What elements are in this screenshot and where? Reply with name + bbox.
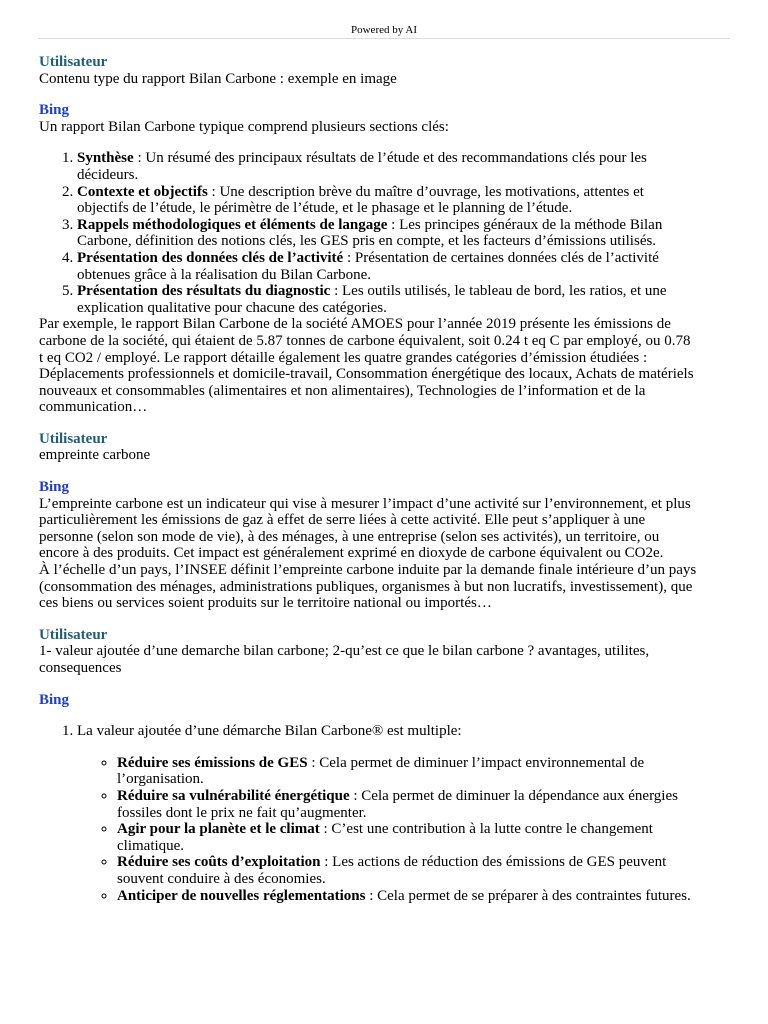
speaker-label-bing: Bing (39, 691, 70, 708)
sublist-item-desc: : C’est une contribution à la lutte contre le changement climatique. (117, 821, 653, 854)
list-item (77, 150, 697, 183)
list-item-desc: : Une description brève du maître d’ouvrage, les motivations, attentes et objectifs de l’étude, le périmètre de l’étude, et le phasage et le planning de l’étude. (77, 183, 644, 217)
speaker-label-user: Utilisateur (39, 54, 108, 70)
list-item-term: Présentation des résultats du diagnostic (77, 283, 331, 300)
conversation (39, 54, 697, 904)
list-item-desc: : Les outils utilisés, le tableau de bord, les ratios, et une explication qualitative pour chacune des catégories. (77, 283, 667, 316)
answer-list (39, 723, 697, 904)
list-item-desc: : Les principes généraux de la méthode Bilan Carbone, définition des notions clés, les GES pris en compte, et les facteurs d’émissions utilisés. (77, 216, 663, 250)
sublist-item (117, 755, 697, 788)
user-message: empreinte carbone (39, 447, 151, 464)
list-item (77, 283, 697, 316)
list-item-term: Présentation des données clés de l’activité (77, 249, 344, 266)
value-sublist (77, 755, 697, 904)
sublist-item-term: Réduire sa vulnérabilité énergétique (117, 787, 350, 804)
sublist-item-term: Réduire ses coûts d’exploitation (117, 854, 321, 871)
sublist-item-desc: : Cela permet de diminuer l’impact environnemental de l’organisation. (117, 754, 645, 788)
sublist-item (117, 788, 697, 821)
bot-paragraph: À l’échelle d’un pays, l’INSEE définit l’empreinte carbone induite par la demande finale intérieure d’un pays (consommation des ménages, administrations publiques, organismes à but non lucratifs, investissement), que ces biens ou services soient produits sur le territoire national ou importés… (39, 562, 697, 612)
list-item-term: Synthèse (77, 150, 134, 167)
list-item (77, 184, 697, 217)
list-item (77, 217, 697, 250)
user-message: Contenu type du rapport Bilan Carbone : exemple en image (39, 70, 397, 87)
sublist-item (117, 821, 697, 854)
user-message: 1- valeur ajoutée d’une demarche bilan carbone; 2-qu’est ce que le bilan carbone ? avantages, utilites, consequences (39, 643, 650, 676)
speaker-label-user: Utilisateur (39, 430, 108, 447)
sublist-item-term: Anticiper de nouvelles réglementations (117, 887, 366, 904)
list-item-term: Rappels méthodologiques et éléments de langage (77, 216, 388, 233)
list-item-desc: : Un résumé des principaux résultats de l’étude et des recommandations clés pour les décideurs. (77, 150, 647, 183)
speaker-label-bing: Bing (39, 479, 70, 496)
bot-paragraph: L’empreinte carbone est un indicateur qui vise à mesurer l’impact d’une activité sur l’environnement, et plus particulièrement les émissions de gaz à effet de serre liées à cette activité. Elle peut s’appliquer à une personne (selon son mode de vie), à des ménages, à une entreprise (selon ses activités), un territoire, ou encore à des produits. Cet impact est généralement exprimé en dioxyde de carbone équivalent ou CO2e. (39, 495, 691, 562)
sublist-item-term: Réduire ses émissions de GES (117, 754, 308, 771)
sublist-item-desc: : Les actions de réduction des émissions de GES peuvent souvent conduire à des économies. (117, 854, 667, 887)
speaker-label-bing: Bing (39, 102, 70, 119)
bot-outro: Par exemple, le rapport Bilan Carbone de la société AMOES pour l’année 2019 présente les émissions de carbone de la société, qui étaient de 5.87 tonnes de carbone équivalent, soit 0.24 t eq C par employé, ou 0.78 t eq CO2 / employé. Le rapport détaille également les quatre grandes catégories d’émission étudiées : Déplacements professionnels et domicile-travail, Consommation énergétique des locaux, Achats de matériels nouveaux et consommables (alimentaires et non alimentaires), Technologies de l’information et de la communication… (39, 316, 694, 416)
sublist-item-term: Agir pour la planète et le climat (117, 821, 320, 838)
list-item-term: Contexte et objectifs (77, 183, 208, 200)
page-header: Powered by AI (38, 24, 730, 39)
list-item-desc: : Présentation de certaines données clés de l’activité obtenues grâce à la réalisation du Bilan Carbone. (77, 249, 659, 283)
sublist-item (117, 888, 697, 905)
list-item (77, 723, 697, 904)
sections-list (39, 150, 697, 316)
list-item-text: La valeur ajoutée d’une démarche Bilan Carbone® est multiple: (77, 723, 462, 740)
bot-intro: Un rapport Bilan Carbone typique comprend plusieurs sections clés: (39, 118, 449, 135)
sublist-item-desc: : Cela permet de diminuer la dépendance aux énergies fossiles dont le prix ne fait qu’augmenter. (117, 787, 678, 821)
sublist-item (117, 854, 697, 887)
speaker-label-user: Utilisateur (39, 626, 108, 643)
list-item (77, 250, 697, 283)
sublist-item-desc: : Cela permet de se préparer à des contraintes futures. (365, 887, 691, 904)
